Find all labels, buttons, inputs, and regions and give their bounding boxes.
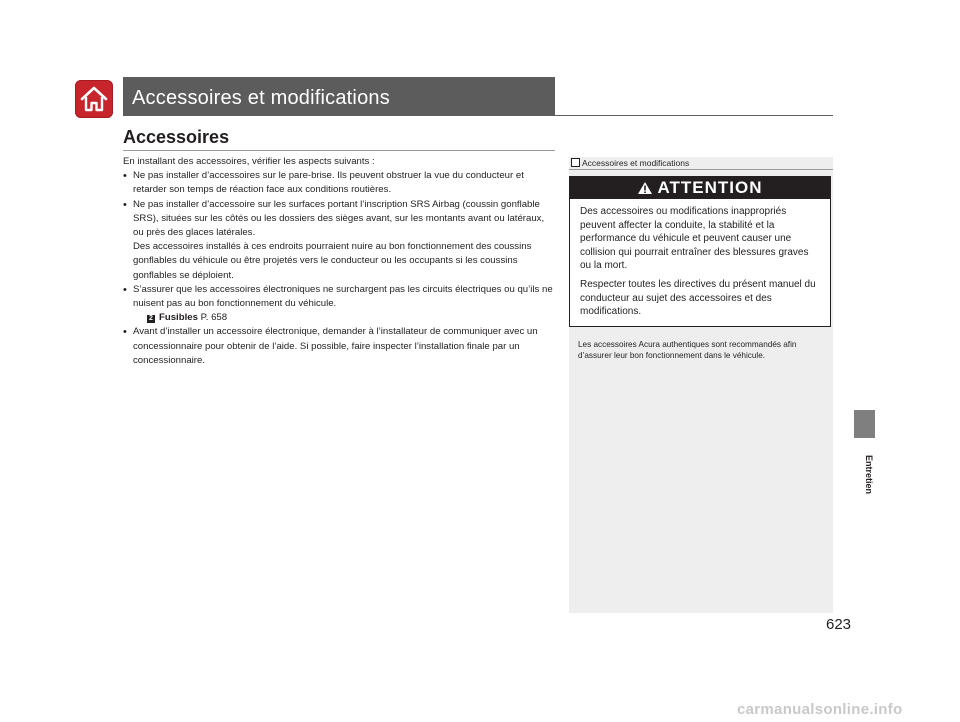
main-body-text bbox=[123, 155, 557, 368]
list-item: • S’assurer que les accessoires électroniques ne surchargent pas les circuits électriques ou qu’ils ne nuisent pas au bon fonctionnement du véhicule. 2 Fusibles P. 658 bbox=[123, 283, 557, 326]
home-icon bbox=[75, 80, 113, 118]
warning-triangle-icon bbox=[637, 181, 653, 195]
sidebar-marker-icon bbox=[571, 158, 580, 167]
home-button[interactable] bbox=[75, 80, 113, 118]
reference-page: P. 658 bbox=[200, 312, 228, 324]
sidebar-title: Accessoires et modifications bbox=[571, 158, 689, 168]
reference-arrow-icon: 2 bbox=[147, 315, 155, 323]
chapter-label: Entretien bbox=[864, 455, 874, 495]
section-divider bbox=[123, 150, 555, 151]
section-heading: Accessoires bbox=[123, 127, 230, 147]
warning-text: Des accessoires ou modifications inappropriés peuvent affecter la conduite, la stabilité et la performance du véhicule et peuvent causer une collision qui pourrait entraîner des blessures graves ou la mort. bbox=[580, 206, 809, 271]
page-number: 623 bbox=[826, 616, 852, 633]
warning-label: ATTENTION bbox=[657, 178, 763, 197]
sidebar-note: Les accessoires Acura authentiques sont recommandés afin d’assurer leur bon fonctionnement dans le véhicule. bbox=[578, 340, 797, 360]
precaution-list bbox=[123, 169, 557, 368]
chapter-tab[interactable] bbox=[854, 410, 875, 438]
watermark: carmanualsonline.info bbox=[737, 701, 903, 718]
reference-label: Fusibles bbox=[159, 312, 198, 324]
list-item: • Ne pas installer d’accessoire sur les surfaces portant l’inscription SRS Airbag (coussin gonflable SRS), situées sur les côtés ou les dossiers des sièges avant, sur les montants avant ou latéraux, ou près des glaces latérales. Des accessoires installés à ces endroits pourraient nuire au bon fonctionnement des coussins gonflables du véhicule ou être projetés vers le conducteur ou les occupants si les coussins gonflables se déploient. bbox=[123, 198, 557, 283]
list-item: • Ne pas installer d’accessoires sur le pare-brise. Ils peuvent obstruer la vue du conducteur et retarder son temps de réaction face aux conditions routières. bbox=[123, 169, 557, 197]
cross-reference-link[interactable] bbox=[133, 312, 227, 323]
list-item: • Avant d’installer un accessoire électronique, demander à l’installateur de communiquer avec un concessionnaire pour obtenir de l’aide. Si possible, faire inspecter l’installation finale par un concessionnaire. bbox=[123, 325, 557, 368]
sidebar-divider bbox=[569, 169, 833, 170]
page-title: Accessoires et modifications bbox=[132, 87, 390, 109]
intro-text: En installant des accessoires, vérifier les aspects suivants : bbox=[123, 156, 375, 167]
airbag-note: Des accessoires installés à ces endroits pourraient nuire au bon fonctionnement des coussins gonflables du véhicule ou être projetés vers le conducteur ou les occupants si les coussins gonflables se déploient. bbox=[133, 241, 532, 281]
title-divider bbox=[123, 115, 833, 116]
warning-box bbox=[569, 176, 831, 327]
warning-header bbox=[570, 177, 830, 199]
chapter-title-bar bbox=[123, 77, 555, 115]
warning-directive: Respecter toutes les directives du présent manuel du conducteur au sujet des accessoires et des modifications. bbox=[580, 279, 816, 317]
